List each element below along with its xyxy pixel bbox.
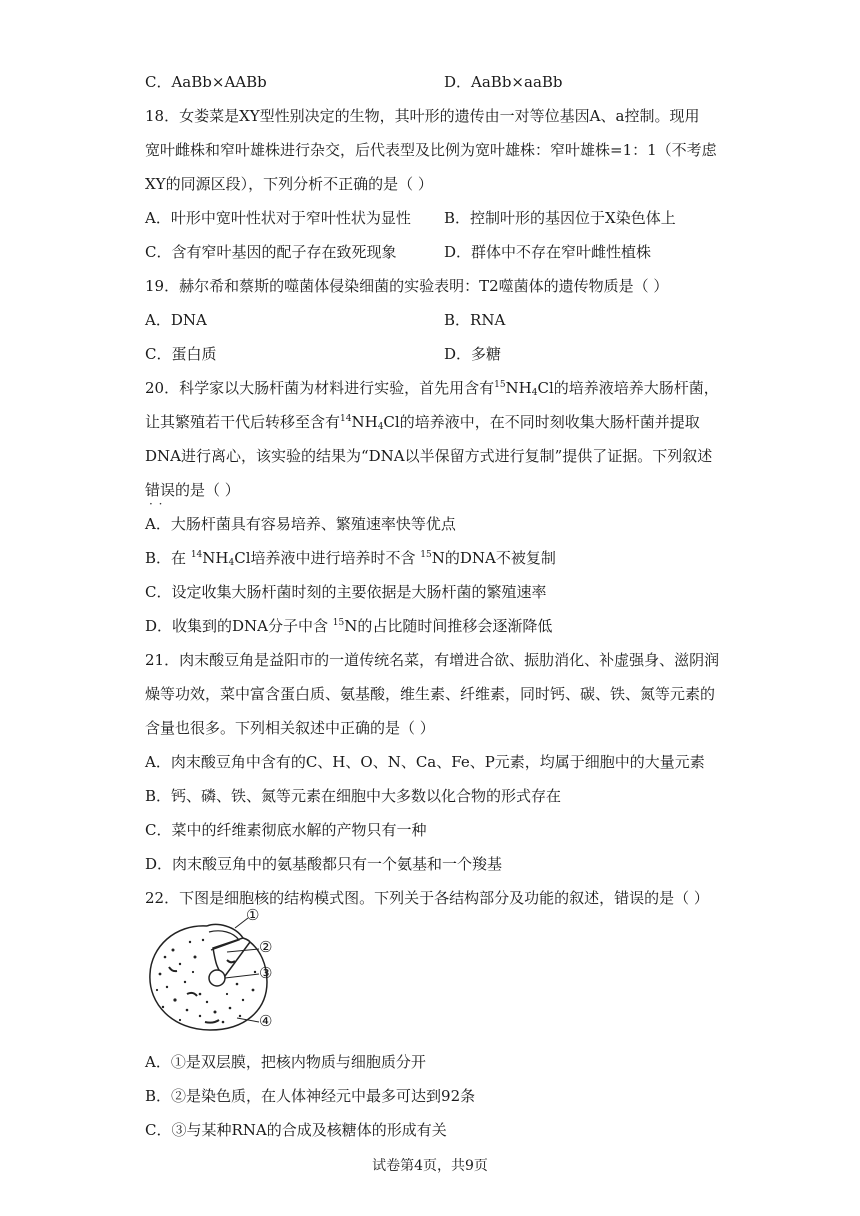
q17-option-d: D．AaBb×aaBb <box>444 73 563 91</box>
q18-stem-line3: XY的同源区段），下列分析不正确的是（ ） <box>145 175 433 193</box>
q21-option-a: A．肉末酸豆角中含有的C、H、O、N、Ca、Fe、P元素，均属于细胞中的大量元素 <box>145 753 705 771</box>
q19-option-c: C．蛋白质 <box>145 345 217 363</box>
q20-option-c: C．设定收集大肠杆菌时刻的主要依据是大肠杆菌的繁殖速率 <box>145 583 547 601</box>
q22-option-a: A．①是双层膜，把核内物质与细胞质分开 <box>145 1053 426 1071</box>
q19-option-d: D．多糖 <box>444 345 502 363</box>
q20-stem-line4: 错误 · ·的是（ ） <box>145 480 240 500</box>
fig-label-1: ① <box>246 906 260 924</box>
nucleus-structure-figure <box>145 906 295 1037</box>
q20-option-a: A．大肠杆菌具有容易培养、繁殖速率快等优点 <box>145 515 456 533</box>
fig-label-4: ④ <box>259 1012 273 1030</box>
q18-option-b: B．控制叶形的基因位于X染色体上 <box>444 209 676 227</box>
emphasis-wrong: 错误 · · <box>145 481 175 499</box>
q18-option-d: D．群体中不存在窄叶雌性植株 <box>444 243 652 261</box>
q19-stem: 19．赫尔希和蔡斯的噬菌体侵染细菌的实验表明：T2噬菌体的遗传物质是（ ） <box>145 277 669 295</box>
nucleus-diagram <box>145 912 295 1037</box>
q18-stem-line1: 18．女娄菜是XY型性别决定的生物，其叶形的遗传由一对等位基因A、a控制。现用 <box>145 107 700 125</box>
q20-stem-line3: DNA进行离心，该实验的结果为“DNA以半保留方式进行复制”提供了证据。下列叙述 <box>145 447 713 465</box>
fig-label-2: ② <box>259 938 273 956</box>
q22-option-b: B．②是染色质，在人体神经元中最多可达到92条 <box>145 1087 476 1105</box>
q22-stem: 22．下图是细胞核的结构模式图。下列关于各结构部分及功能的叙述，错误的是（ ） <box>145 889 709 907</box>
q19-option-b: B．RNA <box>444 311 506 329</box>
q21-stem-line1: 21．肉末酸豆角是益阳市的一道传统名菜，有增进合欲、振肋消化、补虚强身、滋阴润 <box>145 651 720 669</box>
q19-option-a: A．DNA <box>145 311 207 329</box>
q21-option-c: C．菜中的纤维素彻底水解的产物只有一种 <box>145 821 427 839</box>
q21-stem-line3: 含量也很多。下列相关叙述中正确的是（ ） <box>145 719 435 737</box>
q18-option-a: A．叶形中宽叶性状对于窄叶性状为显性 <box>145 209 411 227</box>
q18-option-c: C．含有窄叶基因的配子存在致死现象 <box>145 243 397 261</box>
q17-option-c: C．AaBb×AABb <box>145 73 267 91</box>
q20-stem-line1: 20．科学家以大肠杆菌为材料进行实验，首先用含有$^{15}NH_4Cl$的培养液培养大肠杆菌， <box>145 379 719 398</box>
fig-label-3: ③ <box>259 964 273 982</box>
q22-option-c: C．③与某种RNA的合成及核糖体的形成有关 <box>145 1121 447 1139</box>
q21-option-b: B．钙、磷、铁、氮等元素在细胞中大多数以化合物的形式存在 <box>145 787 562 805</box>
page-footer: 试卷第4页，共9页 <box>372 1158 488 1174</box>
q20-option-d: D．收集到的DNA分子中含 $^{15}$N的占比随时间推移会逐渐降低 <box>145 617 553 635</box>
q21-stem-line2: 燥等功效，菜中富含蛋白质、氨基酸，维生素、纤维素，同时钙、碳、铁、氮等元素的 <box>145 685 716 703</box>
q20-option-b: B．在 $^{14}NH_4Cl$培养液中进行培养时不含 $^{15}$N的DNA不被复制 <box>145 549 556 568</box>
q18-stem-line2: 宽叶雌株和窄叶雄株进行杂交，后代表型及比例为宽叶雄株：窄叶雄株=1：1（不考虑 <box>145 141 717 159</box>
q20-stem-line2: 让其繁殖若干代后转移至含有$^{14}NH_4Cl$的培养液中，在不同时刻收集大肠杆菌并提取 <box>145 413 700 432</box>
q21-option-d: D．肉末酸豆角中的氨基酸都只有一个氨基和一个羧基 <box>145 855 503 873</box>
